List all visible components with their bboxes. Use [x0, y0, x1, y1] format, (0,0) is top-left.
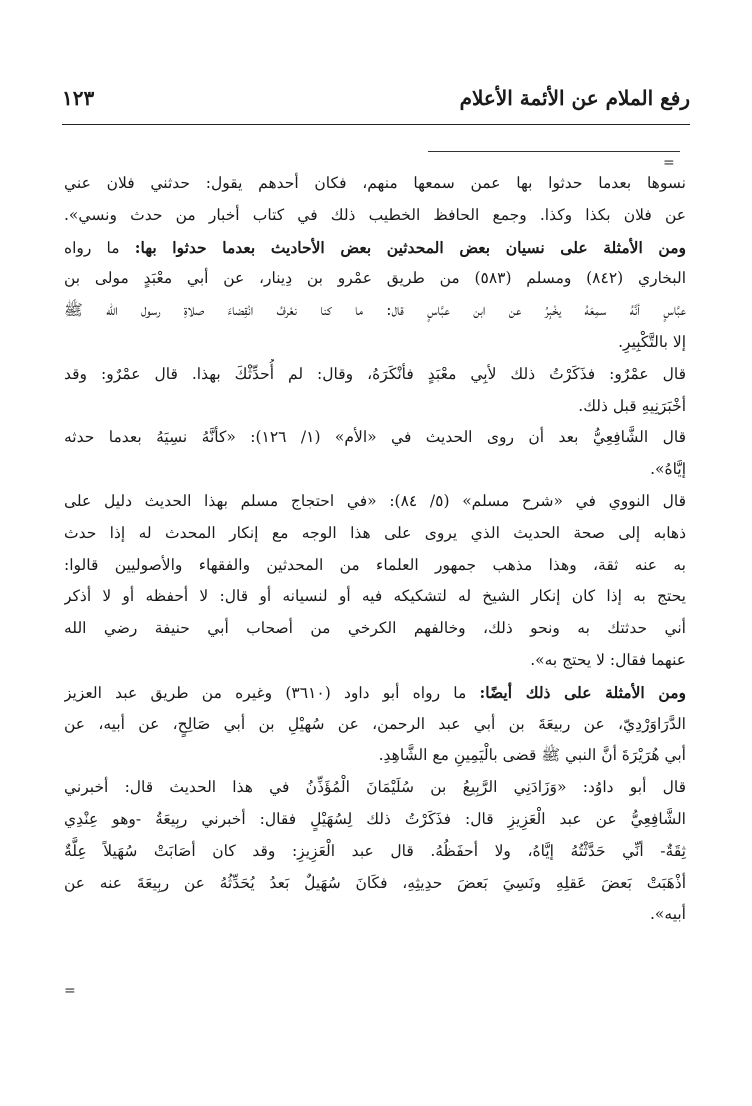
text-line: ذهابه إلى صحة الحديث الذي يروى على هذا الوجه مع إنكار المحدث له إذا حدث — [64, 523, 686, 542]
text-line: البخاري (٨٤٢) ومسلم (٥٨٣) من طريق عمْرو بن دِينار، عن أبي معْبَدٍ مولى بن — [64, 269, 686, 288]
section-heading: ومن الأمثلة على ذلك أيضًا: — [479, 682, 686, 702]
continuation-mark-bottom: = — [64, 983, 76, 999]
page-number: ١٢٣ — [62, 86, 95, 110]
text-line: ومن الأمثلة على ذلك أيضًا: ما رواه أبو داود (٣٦١٠) وغيره من طريق عبد العزيز — [64, 682, 686, 702]
text-line: به عنه ثقة، وهذا مذهب جمهور العلماء من المحدثين والفقهاء والأصوليين قالوا: — [64, 555, 686, 574]
text-line: نسوها بعدما حدثوا بها عمن سمعها منهم، فكان أحدهم يقول: حدثني فلان عني — [64, 174, 686, 192]
text-line: ثِقَةٌ- أنِّي حَدَّثْتُهُ إيَّاهُ، ولا أحفَظُهُ. قال عبد الْعَزِيزِ: وقد كان أصَابَتْ سُهَيلاً عِلَّةٌ — [64, 841, 686, 860]
text-line: الشَّافِعِيُّ عن عبد الْعَزِيزِ قال: فذَكَرْتُ ذلك لِسُهَيْلٍ فقال: أخبرني ربِيعَةُ -وهو عِنْدِي — [64, 809, 686, 828]
text-line: يحتج به إذا كان إنكار الشيخ له لتشكيكه فيه أو لنسيانه أو قال: لا أحفظه أو لا أذكر — [64, 587, 686, 606]
text-line: عبَّاسٍ أنَّهُ سمِعَهُ يخْبِرُ عن ابن عبَّاسٍ قال: ما كنا نعْرفُ انْقِضاءَ صلاةِ رسول الله ﷺ — [64, 301, 686, 320]
text-line: عن فلان بكذا وكذا. وجمع الحافظ الخطيب ذلك في كتاب أخبار من حدث ونسي». — [64, 205, 686, 224]
text-line: إيَّاهُ». — [650, 460, 686, 479]
text-line: أذْهَبَتْ بَعضَ عَقلِهِ ونَسِيَ بَعضَ حدِيثِهِ، فكَانَ سُهَيلٌ بَعدُ يُحَدِّثُهُ عن ربِيعَةَ عنه عن — [64, 873, 686, 892]
footnote-body — [64, 168, 686, 931]
text-line: أخْبَرَنِيهِ قبل ذلك. — [578, 396, 686, 415]
text-line: قال عمْرٌو: فذَكَرْتُ ذلك لأبِي معْبَدٍ فأنْكَرَهُ، وقال: لم أُحدِّثْكَ بهذا. قال عمْرٌو: وقد — [64, 364, 686, 383]
text-line: أني حدثتك به ونحو ذلك، وخالفهم الكرخي من أصحاب أبي حنيفة رضي الله — [64, 619, 686, 638]
header-rule — [62, 124, 690, 125]
text-line: أبي هُرَيْرَةَ أنَّ النبي ﷺ قضى بالْيَمِينِ مع الشَّاهِدِ. — [378, 746, 686, 765]
text-line: قال الشَّافِعِيُّ بعد أن روى الحديث في «الأم» (١/ ١٢٦): «كأنَّهُ نسِيَهُ بعدما حدثه — [64, 428, 686, 447]
text-line: قال النووي في «شرح مسلم» (٥/ ٨٤): «في احتجاج مسلم بهذا الحديث دليل على — [64, 491, 686, 510]
text-line: أبيه». — [649, 905, 686, 924]
running-title: رفع الملام عن الأئمة الأعلام — [459, 86, 690, 110]
section-heading: ومن الأمثلة على نسيان بعض المحدثين بعض الأحاديث بعدما حدثوا بها: — [134, 237, 686, 257]
continuation-mark-top: = — [663, 155, 675, 171]
footnote-continuation-rule — [428, 151, 680, 152]
text-line: ومن الأمثلة على نسيان بعض المحدثين بعض الأحاديث بعدما حدثوا بها: ما رواه — [64, 237, 686, 257]
text-line: عنهما فقال: لا يحتج به». — [530, 650, 686, 669]
text-line: قال أبو داوُد: «وَزَادَنِي الرَّبِيعُ بن سُلَيْمَانَ الْمُؤَذِّنُ في هذا الحديث قال: أخبرني — [64, 778, 686, 797]
page-header — [62, 86, 690, 122]
text-line: إلا بالتَّكْبِيرِ. — [618, 332, 686, 351]
text-line: الدَّرَاوَرْدِيّ، عن ربيعَةَ بن أبي عبد الرحمن، عن سُهيْلِ بن أبي صَالِحٍ، عن أبيه، عن — [64, 714, 686, 733]
